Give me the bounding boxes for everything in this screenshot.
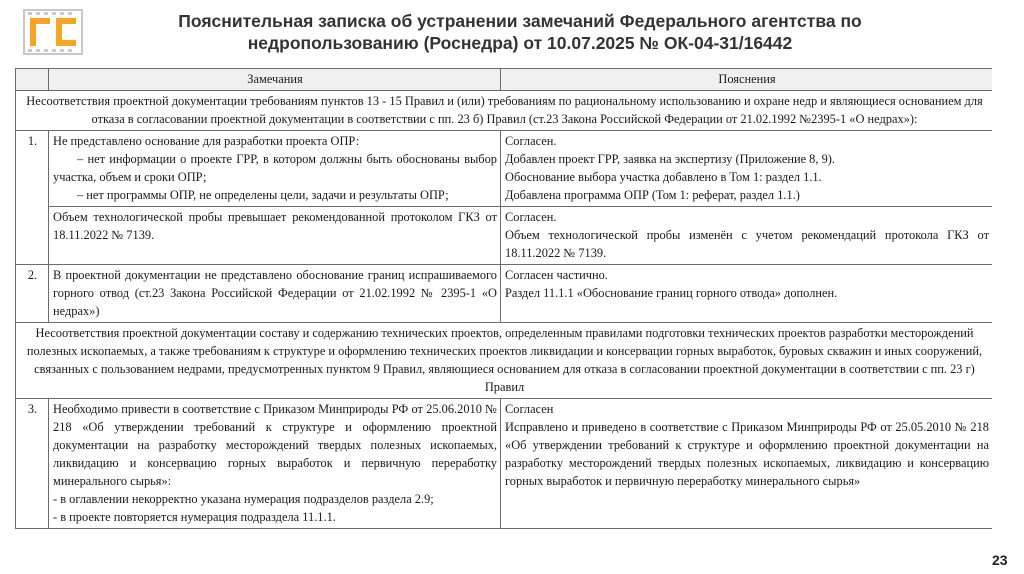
remark-cell: Объем технологической пробы превышает рекомендованной протоколом ГКЗ от 18.11.2022 № 7139.	[49, 207, 501, 265]
explanation-line: Объем технологической пробы изменён с учетом рекомендаций протокола ГКЗ от 18.11.2022 № 7139.	[505, 228, 989, 260]
remark-line: - в проекте повторяется нумерация подраздела 11.1.1.	[53, 510, 336, 524]
header-number-cell	[16, 69, 49, 91]
slide-title	[110, 10, 930, 54]
row-number: 1.	[16, 131, 49, 265]
explanation-cell	[501, 399, 993, 529]
remark-line: Не представлено основание для разработки проекта ОПР:	[53, 134, 360, 148]
title-line-2: недропользованию (Роснедра) от 10.07.2025 № ОК-04-31/16442	[247, 33, 793, 53]
explanation-line: Раздел 11.1.1 «Обоснование границ горного отвода» дополнен.	[505, 286, 838, 300]
table-row	[16, 265, 993, 323]
explanation-line: Исправлено и приведено в соответствие с Приказом Минприроды РФ от 25.05.2010 № 218 «Об утверждении требований к структуре и оформлению проектной документации на разработку месторождений твердых полезных ископаемых, ликвидацию и консервацию горных выработок и первичную переработку минерального сырья»	[505, 420, 989, 488]
section-row-1	[16, 91, 993, 131]
header-remarks: Замечания	[49, 69, 501, 91]
explanation-line: Согласен.	[505, 210, 557, 224]
table-row	[16, 399, 993, 529]
header-explanations: Пояснения	[501, 69, 993, 91]
explanation-line: Согласен частично.	[505, 268, 608, 282]
section-heading-2: Несоответствия проектной документации составу и содержанию технических проектов, определенным правилами подготовки технических проектов разработки месторождений полезных ископаемых, а также требованиям к структуре и оформлению технических проектов ликвидации и консервации горных выработок, буровых скважин и иных сооружений, связанных с пользованием недрами, предусмотренных пунктом 9 Правил, являющиеся основанием для отказа в согласовании проектной документации в соответствии с пп. 23 г) Правил	[16, 323, 993, 399]
remarks-table	[15, 68, 992, 529]
explanation-line: Согласен	[505, 402, 554, 416]
row-number: 2.	[16, 265, 49, 323]
table-header-row	[16, 69, 993, 91]
remark-line: - в оглавлении некорректно указана нумерация подразделов раздела 2.9;	[53, 492, 434, 506]
remarks-table-container	[15, 68, 992, 574]
section-heading-1: Несоответствия проектной документации требованиям пунктов 13 - 15 Правил и (или) требованиям по рациональному использованию и охране недр и являющиеся основанием для отказа в согласовании проектной документации в соответствии с пп. 23 б) Правил (ст.23 Закона Российской Федерации от 21.02.1992 №2395-1 «О недрах»):	[16, 91, 993, 131]
table-row	[16, 207, 993, 265]
page-number: 23	[992, 552, 1008, 568]
remark-line: Необходимо привести в соответствие с Приказом Минприроды РФ от 25.06.2010 № 218 «Об утверждении требований к структуре и оформлению проектной документации на разработку месторождений твердых полезных ископаемых, ликвидацию и консервацию горных выработок и первичную переработку минерального сырья»:	[53, 402, 497, 488]
explanation-line: Обоснование выбора участка добавлено в Том 1: раздел 1.1.	[505, 170, 822, 184]
title-line-1: Пояснительная записка об устранении замечаний Федерального агентства по	[178, 11, 862, 31]
remark-cell: В проектной документации не представлено обоснование границ испрашиваемого горного отвод (ст.23 Закона Российской Федерации от 21.02.1992 № 2395-1 «О недрах»)	[49, 265, 501, 323]
remark-cell	[49, 399, 501, 529]
row-number: 3.	[16, 399, 49, 529]
explanation-cell	[501, 131, 993, 207]
explanation-line: Согласен.	[505, 134, 557, 148]
remark-line: – нет программы ОПР, не определены цели, задачи и результаты ОПР;	[77, 188, 449, 202]
remark-cell	[49, 131, 501, 207]
remark-line: – нет информации о проекте ГРР, в котором должны быть обоснованы выбор участка, объем и сроки ОПР;	[53, 152, 497, 184]
explanation-line: Добавлен проект ГРР, заявка на экспертизу (Приложение 8, 9).	[505, 152, 835, 166]
explanation-cell	[501, 265, 993, 323]
explanation-cell	[501, 207, 993, 265]
section-row-2	[16, 323, 993, 399]
company-logo	[22, 8, 84, 56]
table-row	[16, 131, 993, 207]
explanation-line: Добавлена программа ОПР (Том 1: реферат, раздел 1.1.)	[505, 188, 800, 202]
